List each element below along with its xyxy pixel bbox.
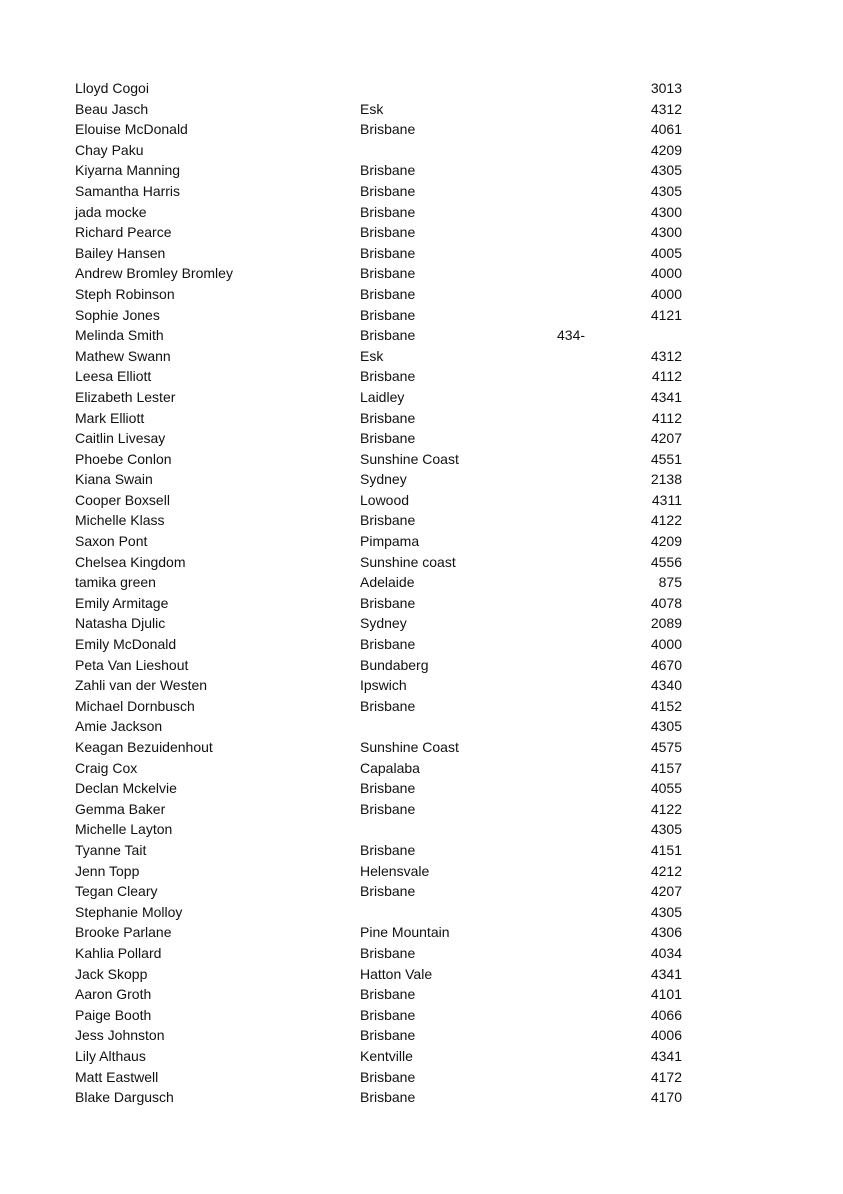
postcode-cell: 4556 (650, 553, 682, 570)
postcode-cell: 4551 (650, 450, 682, 467)
list-row (0, 428, 843, 449)
list-row (0, 922, 843, 943)
list-row (0, 840, 843, 861)
person-name: Phoebe Conlon (75, 450, 172, 467)
postcode-cell: 4078 (650, 594, 682, 611)
list-row (0, 346, 843, 367)
city-cell: Kentville (360, 1047, 413, 1064)
postcode-cell: 4209 (650, 533, 682, 550)
city-cell: Brisbane (360, 594, 416, 611)
person-name: Mark Elliott (75, 409, 145, 426)
city-cell: Brisbane (360, 430, 416, 447)
city-cell: Brisbane (360, 285, 416, 302)
city-cell: Adelaide (360, 574, 415, 591)
postcode-cell: 4006 (650, 1027, 682, 1044)
postcode-cell: 4152 (650, 697, 682, 714)
postcode-cell: 4157 (650, 759, 682, 776)
person-name: Lloyd Cogoi (75, 80, 149, 96)
list-row (0, 222, 843, 243)
person-name: Gemma Baker (75, 800, 166, 817)
postcode-cell: 4112 (651, 368, 682, 385)
postcode-cell: 4000 (650, 636, 682, 653)
postcode-cell: 4312 (650, 347, 682, 364)
person-name: Lily Althaus (75, 1047, 146, 1064)
city-cell: Esk (360, 347, 384, 364)
city-cell: Brisbane (360, 1068, 416, 1085)
postcode-cell: 4000 (650, 285, 682, 302)
postcode-cell: 4122 (650, 800, 682, 817)
city-cell: Brisbane (360, 636, 416, 653)
list-row (0, 696, 843, 717)
city-cell: Brisbane (360, 224, 416, 241)
list-row (0, 202, 843, 223)
person-name: Elouise McDonald (75, 121, 188, 138)
postcode-cell: 4305 (650, 162, 682, 179)
postcode-cell: 4170 (650, 1089, 682, 1106)
person-name: Tyanne Tait (75, 841, 147, 858)
person-name: tamika green (75, 574, 156, 591)
person-name: Keagan Bezuidenhout (75, 739, 213, 755)
list-row (0, 1046, 843, 1067)
list-row (0, 531, 843, 552)
list-row (0, 78, 843, 99)
city-cell: Brisbane (360, 1006, 416, 1023)
postcode-cell: 4066 (650, 1006, 682, 1023)
postcode-cell: 4122 (650, 512, 682, 529)
list-row (0, 1067, 843, 1088)
postcode-cell: 4305 (650, 182, 682, 199)
list-row (0, 181, 843, 202)
person-name: Matt Eastwell (75, 1068, 159, 1085)
city-cell: Brisbane (360, 244, 416, 261)
city-cell: Brisbane (360, 203, 416, 220)
person-name: Kiana Swain (75, 471, 153, 488)
list-row (0, 964, 843, 985)
list-row (0, 593, 843, 614)
list-row (0, 305, 843, 326)
postcode-cell: 4305 (650, 718, 682, 735)
list-row (0, 263, 843, 284)
person-name: Aaron Groth (75, 986, 152, 1003)
city-cell: Esk (360, 100, 384, 117)
postcode-cell: 4061 (650, 121, 682, 138)
postcode-cell: 4151 (650, 841, 682, 858)
list-row (0, 387, 843, 408)
city-cell: Brisbane (360, 162, 416, 179)
person-name: Caitlin Livesay (75, 430, 166, 447)
person-name: Brooke Parlane (75, 924, 172, 941)
person-name: Zahli van der Westen (75, 677, 208, 694)
city-cell: Pine Mountain (360, 924, 450, 941)
list-row (0, 1005, 843, 1026)
list-row (0, 716, 843, 737)
list-row (0, 160, 843, 181)
person-name: jada mocke (75, 203, 147, 220)
person-name: Kahlia Pollard (75, 944, 162, 961)
person-name: Leesa Elliott (75, 368, 152, 385)
list-row (0, 325, 843, 346)
city-cell: Brisbane (360, 697, 416, 714)
postcode-cell: 4300 (650, 224, 682, 241)
city-cell: Brisbane (360, 780, 416, 797)
person-name: Emily McDonald (75, 636, 177, 653)
city-cell: Sunshine Coast (360, 450, 459, 467)
city-cell: Capalaba (360, 759, 420, 776)
city-cell: Brisbane (360, 121, 416, 138)
person-name: Bailey Hansen (75, 244, 166, 261)
city-cell: Ipswich (360, 677, 407, 694)
person-name: Emily Armitage (75, 594, 169, 611)
person-name: Michael Dornbusch (75, 697, 195, 714)
city-cell: Sydney (360, 471, 407, 488)
list-row (0, 634, 843, 655)
list-row (0, 510, 843, 531)
postcode-cell: 4121 (650, 306, 682, 323)
list-row (0, 675, 843, 696)
person-name: Steph Robinson (75, 285, 175, 302)
person-name: Richard Pearce (75, 224, 172, 241)
city-cell: Brisbane (360, 409, 416, 426)
person-name: Mathew Swann (75, 347, 171, 364)
city-cell: Brisbane (360, 1027, 416, 1044)
person-name: Elizabeth Lester (75, 388, 176, 405)
list-row (0, 655, 843, 676)
postcode-cell: 4305 (650, 903, 682, 920)
person-name: Kiyarna Manning (75, 162, 181, 179)
list-row (0, 366, 843, 387)
postcode-cell: 4311 (651, 491, 682, 508)
postcode-cell: 4312 (650, 100, 682, 117)
person-name: Craig Cox (75, 759, 138, 776)
city-cell: Brisbane (360, 986, 416, 1003)
postcode-cell: 4172 (650, 1068, 682, 1085)
postcode-cell: 4575 (650, 739, 682, 755)
city-cell: Brisbane (360, 883, 416, 900)
postcode-cell: 2089 (650, 615, 682, 632)
list-row (0, 902, 843, 923)
person-name: Jenn Topp (75, 862, 140, 879)
postcode-cell: 3013 (650, 80, 682, 96)
postcode-cell: 4212 (650, 862, 682, 879)
person-name: Chelsea Kingdom (75, 553, 186, 570)
city-cell: Pimpama (360, 533, 420, 550)
city-cell: Brisbane (360, 306, 416, 323)
person-name: Amie Jackson (75, 718, 163, 735)
postcode-cell: 4034 (650, 944, 682, 961)
postcode-cell: 4005 (650, 244, 682, 261)
list-row (0, 140, 843, 161)
postcode-cell: 4305 (650, 821, 682, 838)
city-cell: Brisbane (360, 182, 416, 199)
city-cell: Brisbane (360, 327, 416, 344)
list-row (0, 490, 843, 511)
list-row (0, 984, 843, 1005)
list-row (0, 284, 843, 305)
city-cell: Sunshine coast (360, 553, 456, 570)
postcode-cell: 4300 (650, 203, 682, 220)
postcode-cell: 4207 (650, 883, 682, 900)
person-name: Saxon Pont (75, 533, 148, 550)
person-name: Jack Skopp (75, 965, 148, 982)
postcode-cell: 4341 (650, 1047, 682, 1064)
list-row (0, 819, 843, 840)
postcode-cell: 4340 (650, 677, 682, 694)
note-cell: 434- (557, 327, 586, 344)
person-name: Peta Van Lieshout (75, 656, 189, 673)
list-row (0, 881, 843, 902)
person-name: Jess Johnston (75, 1027, 165, 1044)
postcode-cell: 4306 (650, 924, 682, 941)
list-row (0, 99, 843, 120)
postcode-cell: 4055 (650, 780, 682, 797)
city-cell: Sydney (360, 615, 407, 632)
person-name: Declan Mckelvie (75, 780, 177, 797)
person-name: Andrew Bromley Bromley (75, 265, 233, 282)
person-name: Cooper Boxsell (75, 491, 170, 508)
postcode-cell: 4209 (650, 141, 682, 158)
person-name: Michelle Klass (75, 512, 165, 529)
list-row (0, 552, 843, 573)
city-cell: Brisbane (360, 512, 416, 529)
person-name: Beau Jasch (75, 100, 149, 117)
city-cell: Lowood (360, 491, 410, 508)
person-name: Natasha Djulic (75, 615, 166, 632)
city-cell: Brisbane (360, 265, 416, 282)
postcode-cell: 4341 (650, 965, 682, 982)
postcode-cell: 4000 (650, 265, 682, 282)
list-row (0, 943, 843, 964)
postcode-cell: 2138 (650, 471, 682, 488)
list-row (0, 737, 843, 758)
list-row (0, 861, 843, 882)
city-cell: Brisbane (360, 841, 416, 858)
list-row (0, 778, 843, 799)
postcode-cell: 4670 (650, 656, 682, 673)
person-name: Blake Dargusch (75, 1089, 174, 1106)
city-cell: Hatton Vale (360, 965, 433, 982)
list-row (0, 613, 843, 634)
city-cell: Brisbane (360, 368, 416, 385)
city-cell: Brisbane (360, 800, 416, 817)
postcode-cell: 4207 (650, 430, 682, 447)
person-name: Sophie Jones (75, 306, 160, 323)
list-row (0, 119, 843, 140)
list-row (0, 1087, 843, 1108)
city-cell: Laidley (360, 388, 405, 405)
person-name: Paige Booth (75, 1006, 152, 1023)
person-name: Chay Paku (75, 141, 144, 158)
person-name: Tegan Cleary (75, 883, 158, 900)
list-row (0, 243, 843, 264)
postcode-cell: 4341 (650, 388, 682, 405)
name-list-sheet (0, 78, 843, 1108)
city-cell: Sunshine Coast (360, 739, 459, 755)
city-cell: Helensvale (360, 862, 430, 879)
city-cell: Brisbane (360, 944, 416, 961)
city-cell: Bundaberg (360, 656, 429, 673)
postcode-cell: 875 (658, 574, 682, 591)
list-row (0, 572, 843, 593)
city-cell: Brisbane (360, 1089, 416, 1106)
person-name: Stephanie Molloy (75, 903, 183, 920)
list-row (0, 449, 843, 470)
postcode-cell: 4112 (651, 409, 682, 426)
list-row (0, 758, 843, 779)
person-name: Melinda Smith (75, 327, 164, 344)
person-name: Michelle Layton (75, 821, 173, 838)
list-row (0, 408, 843, 429)
postcode-cell: 4101 (650, 986, 682, 1003)
person-name: Samantha Harris (75, 182, 181, 199)
list-row (0, 1025, 843, 1046)
list-row (0, 469, 843, 490)
list-row (0, 799, 843, 820)
